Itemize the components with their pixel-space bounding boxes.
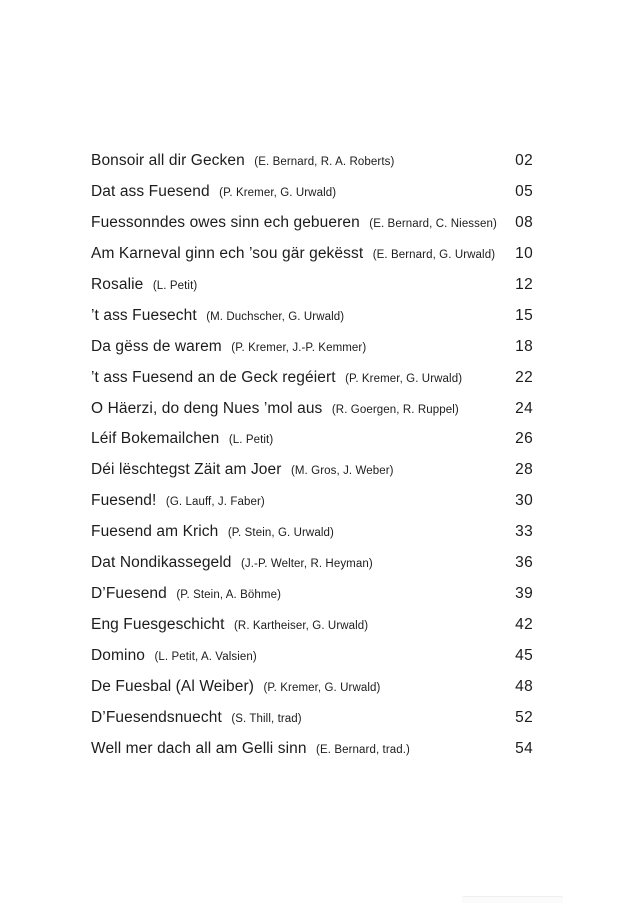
toc-entry-text [91,270,197,302]
song-title: O Häerzi, do deng Nues ’mol aus [91,399,323,417]
song-title: Dat Nondikassegeld [91,554,232,572]
song-credits: (J.-P. Welter, R. Heyman) [240,558,373,571]
song-title: Dat ass Fuesend [91,182,210,200]
toc-entry [91,548,533,579]
toc-entry [91,424,533,455]
toc-entry-text [91,672,380,704]
toc-entry [91,394,533,425]
toc-entry-text [91,455,394,487]
toc-entry-text [91,486,265,518]
song-credits: (P. Kremer, G. Urwald) [345,372,463,385]
page-number: 45 [515,647,533,664]
toc-entry [91,703,533,734]
song-title: ’t ass Fuesecht [91,306,197,324]
toc-entry-text [91,548,373,580]
song-credits: (P. Kremer, G. Urwald) [219,186,337,199]
toc-entry-text [91,641,257,673]
song-title: Bonsoir all dir Gecken [91,152,245,169]
page-number: 48 [515,677,533,695]
song-title: Fuesend am Krich [91,523,219,541]
song-credits: (M. Gros, J. Weber) [290,465,394,478]
song-title: Rosalie [91,275,144,293]
song-credits: (L. Petit) [228,434,274,447]
song-credits: (G. Lauff, J. Faber) [165,496,265,509]
toc-entry-text [91,332,366,364]
page-number: 52 [515,708,533,726]
song-title: Eng Fuesgeschicht [91,616,225,634]
page-number: 08 [515,213,533,231]
song-title: D’Fuesendsnuecht [91,708,222,726]
page-number: 18 [515,337,533,355]
toc-entry [91,517,533,548]
toc-entry-text [91,239,495,271]
toc-entry-text [91,517,334,549]
toc-entry-text [91,208,497,240]
song-credits: (P. Kremer, J.-P. Kemmer) [231,341,367,354]
page-number: 39 [515,585,533,603]
page-number: 26 [515,430,533,448]
page-number: 05 [515,182,533,200]
toc-entry [91,486,533,517]
toc-entry [91,610,533,641]
toc-entry [91,641,533,672]
song-credits: (M. Duchscher, G. Urwald) [206,310,345,323]
toc-entry [91,146,533,177]
song-title: Déi lëschtegst Zäit am Joer [91,461,282,479]
page-number: 30 [515,492,533,510]
song-credits: (R. Kartheiser, G. Urwald) [233,620,369,633]
page-number: 42 [515,616,533,634]
song-title: Léif Bokemailchen [91,430,220,448]
song-title: De Fuesbal (Al Weiber) [91,677,254,695]
page-number: 28 [515,461,533,479]
page-number: 15 [515,306,533,324]
song-title: ’t ass Fuesend an de Geck regéiert [91,368,336,386]
song-credits: (L. Petit, A. Valsien) [154,651,257,663]
toc-entry [91,332,533,363]
song-title: Well mer dach all am Gelli sinn [91,739,307,757]
toc-entry-text [91,703,302,735]
page-number: 10 [515,244,533,262]
toc-entry [91,301,533,332]
song-title: Da gëss de warem [91,337,222,355]
page-number: 02 [515,152,533,169]
page-number: 12 [515,275,533,293]
page-number: 24 [515,399,533,417]
page-number: 54 [515,739,533,757]
toc-entry-text [91,579,281,611]
table-of-contents [91,146,533,765]
toc-entry-text [91,177,336,209]
toc-entry [91,239,533,270]
song-title: Fuessonndes owes sinn ech gebueren [91,213,360,231]
song-credits: (E. Bernard, trad.) [316,743,410,756]
toc-entry [91,208,533,239]
page-number: 22 [515,368,533,386]
song-credits: (E. Bernard, R. A. Roberts) [254,156,395,168]
toc-entry [91,672,533,703]
toc-entry-text [91,424,273,456]
page-number: 36 [515,554,533,572]
page-number: 33 [515,523,533,541]
song-credits: (S. Thill, trad) [231,712,302,725]
song-credits: (P. Stein, G. Urwald) [227,527,334,540]
toc-entry-text [91,394,459,426]
song-credits: (L. Petit) [152,279,198,292]
toc-entry-text [91,610,368,642]
song-credits: (E. Bernard, C. Niessen) [369,217,497,230]
song-credits: (P. Stein, A. Böhme) [176,589,282,602]
toc-entry [91,455,533,486]
song-credits: (E. Bernard, G. Urwald) [372,248,496,261]
song-credits: (R. Goergen, R. Ruppel) [331,403,459,416]
toc-entry-text [91,146,394,178]
toc-entry [91,177,533,208]
song-credits: (P. Kremer, G. Urwald) [263,681,381,694]
toc-entry [91,363,533,394]
song-title: Am Karneval ginn ech ’sou gär gekësst [91,244,364,262]
song-title: D’Fuesend [91,585,167,603]
toc-entry [91,734,533,765]
song-title: Domino [91,647,146,664]
toc-entry [91,270,533,301]
toc-entry-text [91,301,344,333]
song-title: Fuesend! [91,492,157,510]
toc-entry-text [91,734,410,766]
toc-entry [91,579,533,610]
toc-entry-text [91,363,462,395]
